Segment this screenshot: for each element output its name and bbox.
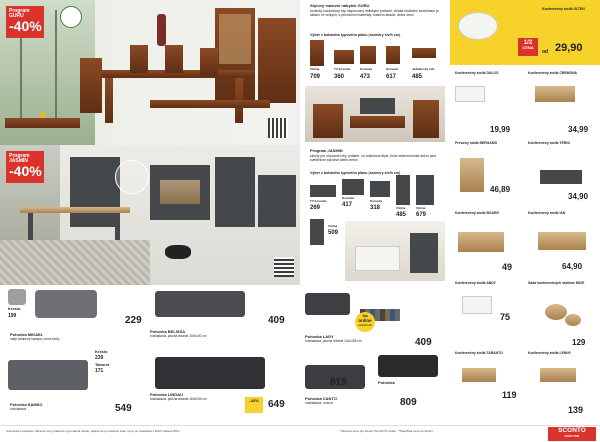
footer-note: *Akciová cena pre členov SCONTO Clubu. **Najnižšia cena za 30 dní. (340, 429, 434, 433)
table-name: Príručný stolík BERGAMO (455, 141, 498, 145)
sale-badge: -43% (245, 397, 263, 413)
footer (0, 425, 600, 442)
table-name: Konferenčný stolík ANDY (455, 281, 496, 285)
eco-logo (60, 6, 82, 28)
guru-item-price: 485 (412, 74, 423, 80)
od-label: od (542, 49, 549, 55)
table-name: Konferenčný stolík LENNY (528, 351, 571, 355)
online-badge: iba online sconto.sk (355, 312, 375, 332)
sofa-name: Pohovka CANTO (305, 396, 337, 401)
jasmin-item-price: 318 (370, 205, 381, 211)
table-price: 29,90 (555, 42, 583, 54)
sofa-section (0, 285, 450, 425)
sofa-price: 809 (400, 397, 417, 408)
jasmin-item-label: Vitrína (328, 224, 338, 228)
table-price: 64,90 (562, 262, 583, 271)
jasmin-item-label: Vitrína (416, 206, 426, 210)
qr-code (268, 118, 288, 138)
sconto-logo: SCONTO NÁBYTOK (548, 427, 596, 441)
jasmin-description: skvelý pre obývacie izby, jedálne, vo vidieckom štýle, lichá zelenomorská dekor pine svetlé/sivé sýtosivé alebo beton (310, 154, 437, 162)
sofa-image (305, 293, 350, 315)
guru-item-label: TV komoda (334, 67, 351, 71)
table-name: Konferenčný stolík TARANTO (455, 351, 503, 355)
sofa-image (8, 360, 88, 390)
sofa-name: Pohovka LADY (305, 334, 334, 339)
sofa-image (155, 357, 265, 389)
guru-item-price: 617 (386, 74, 397, 80)
guru-item-label: Komoda (386, 67, 398, 71)
table-price: 46,89 (490, 185, 511, 194)
jasmin-title: Program JASMIN (310, 148, 343, 153)
jasmin-item-price: 269 (310, 205, 321, 211)
guru-subtitle: Výběr z bohatého typového plánu (rozměry š/v/h cm) (310, 33, 401, 37)
guru-item-price: 360 (334, 74, 345, 80)
jasmin-item-price: 509 (328, 230, 339, 236)
sofa-desc: rozkladacia, plocha ležania 160x203 cm (150, 397, 207, 401)
jasmin-item-label: Komoda (370, 199, 382, 203)
guru-title: Stylový masivní nábytek GURU (310, 3, 370, 8)
table-name: Konferenčný stolík OLTEN (542, 7, 585, 11)
sofa-name: Kreslo (8, 306, 21, 311)
footer-disclaimer: Uzavierka prospektu: Akciové ceny platia do vypredania zásob, pokiaľ nie je uvedené inak. Ceny sú uvádzané v EUR vrátane DPH. (6, 429, 181, 433)
table-price: 119 (502, 390, 517, 400)
guru-hero (0, 0, 300, 145)
guru-discount-badge: Program GURU -40% (6, 6, 44, 38)
sofa-desc: rozkladacia (10, 407, 27, 411)
jasmin-item-label: Vitrína (396, 206, 406, 210)
sofa-name: Pohovka LINDAU (150, 392, 183, 397)
half-price-badge: 1/2 CENA (518, 38, 538, 56)
sofa-price: 199 (8, 313, 17, 319)
sofa-name: Pohovka BELISSA (150, 329, 186, 334)
guru-living-photo (305, 86, 445, 142)
jasmin-hero (0, 145, 300, 285)
table-price: 75 (500, 312, 511, 322)
table-price: 19,99 (490, 125, 511, 134)
sofa-price: 409 (268, 315, 285, 326)
sofa-price: 409 (415, 337, 432, 348)
sofa-name: Pohovka SAMSO (10, 402, 43, 407)
jasmin-item-price: 417 (342, 202, 353, 208)
sofa-name: Pohovka MIKAEL (10, 332, 44, 337)
table-price: 34,90 (568, 192, 589, 201)
table-name: Konferenčný stolík CREMONA (528, 71, 577, 75)
qr-code (274, 257, 294, 277)
table-name: Konferenčný stolík IAN (528, 211, 566, 215)
guru-item-price: 473 (360, 74, 371, 80)
table-price: 49 (502, 262, 513, 272)
table-name: Sada konferenčných stolíkov MICE (528, 281, 585, 285)
guru-room-photo (0, 0, 300, 145)
sofa-desc: rozkladacia, plocha ležanie 200x140 cm (150, 334, 207, 338)
table-name: Konferenčný stolík DALOS (455, 71, 499, 75)
sofa-price: 229 (125, 315, 142, 326)
jasmin-discount-badge: Program JASMIN -40% (6, 151, 44, 183)
sofa-desc: rozkladacia, rohová (305, 401, 333, 405)
sofa-image (155, 291, 245, 317)
armchair-image (8, 289, 26, 305)
olten-image (458, 12, 498, 40)
sofa-desc: malý čalúnený kanapa, rôzne farby (10, 337, 60, 341)
sofa-desc: rozkladacia, plocha ležanie 144x195 cm (305, 339, 362, 343)
jasmin-room-photo (0, 145, 300, 285)
sofa-image (378, 355, 438, 377)
jasmin-catalog (300, 145, 450, 285)
sofa-price: 239 (95, 355, 104, 361)
sofa-name: Pohovka (378, 380, 395, 385)
table-price: 139 (568, 405, 584, 415)
jasmin-item-label: TV komoda (310, 199, 327, 203)
guru-item-price: 709 (310, 74, 321, 80)
guru-item-label: Jedálenský stôl (412, 67, 435, 71)
guru-item-label: Komoda (360, 67, 372, 71)
table-price: 34,99 (568, 125, 589, 134)
sofa-price: 549 (115, 403, 132, 414)
jasmin-item-price: 485 (396, 212, 407, 218)
guru-catalog (300, 0, 450, 145)
jasmin-item-price: 679 (416, 212, 427, 218)
sofa-name: Kreslo (95, 349, 108, 354)
sofa-price: 171 (95, 368, 104, 374)
guru-item-label: Vitrína (310, 67, 320, 71)
jasmin-item-label: Komoda (342, 196, 354, 200)
guru-description: exotický kolonialový styl inspirovaný indickými prvkami, vlčáka rustikální kombinace je ideální ve velkých, s přírodními materiály, masivní akácie, dekor lesní (310, 9, 439, 17)
tables-section (450, 0, 600, 425)
table-price: 129 (572, 338, 586, 347)
sofa-image (35, 290, 97, 318)
table-name: Konferenčný stolík TERNI (528, 141, 570, 145)
sofa-price: 819 (330, 377, 347, 388)
sofa-name: Taburet (95, 362, 110, 367)
sofa-price: 649 (268, 399, 285, 410)
jasmin-bedroom-photo (345, 221, 445, 281)
jasmin-subtitle: Výber z bohatého typového plánu (rozmery š/v/h cm) (310, 171, 401, 175)
table-name: Konferenčný stolík BOARD (455, 211, 499, 215)
